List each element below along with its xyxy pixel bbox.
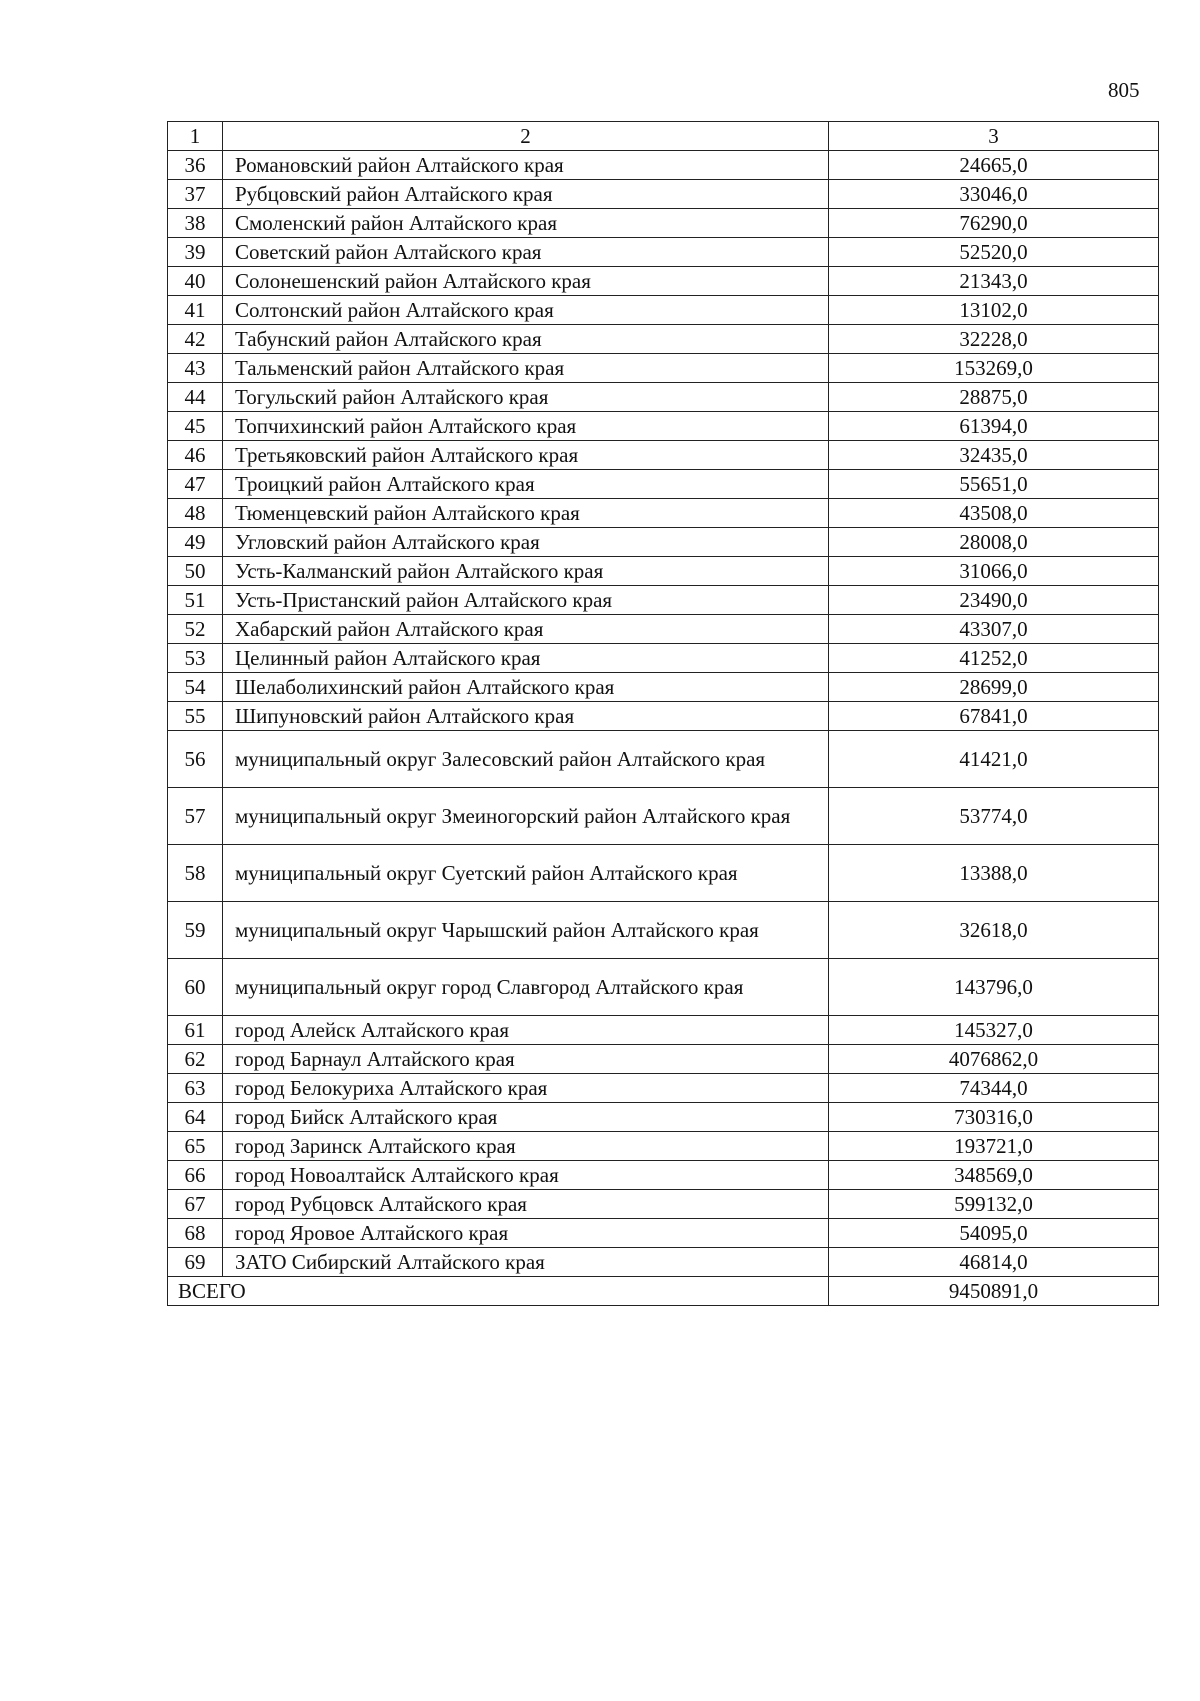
page-number: 805 xyxy=(1108,78,1140,102)
row-number: 57 xyxy=(168,788,223,845)
table-row xyxy=(168,238,1159,267)
row-municipality: муниципальный округ город Славгород Алтайского края xyxy=(223,959,829,1016)
row-municipality: муниципальный округ Залесовский район Алтайского края xyxy=(223,731,829,788)
row-amount: 33046,0 xyxy=(829,180,1159,209)
row-amount: 43307,0 xyxy=(829,615,1159,644)
row-number: 58 xyxy=(168,845,223,902)
row-amount: 193721,0 xyxy=(829,1132,1159,1161)
row-number: 38 xyxy=(168,209,223,238)
table-row xyxy=(168,1161,1159,1190)
row-amount: 28699,0 xyxy=(829,673,1159,702)
row-amount: 730316,0 xyxy=(829,1103,1159,1132)
row-number: 52 xyxy=(168,615,223,644)
table-row xyxy=(168,209,1159,238)
row-municipality: Солтонский район Алтайского края xyxy=(223,296,829,325)
table-row xyxy=(168,902,1159,959)
row-municipality: Табунский район Алтайского края xyxy=(223,325,829,354)
row-number: 55 xyxy=(168,702,223,731)
table-row xyxy=(168,1248,1159,1277)
row-amount: 23490,0 xyxy=(829,586,1159,615)
row-municipality: ЗАТО Сибирский Алтайского края xyxy=(223,1248,829,1277)
row-amount: 348569,0 xyxy=(829,1161,1159,1190)
table-row xyxy=(168,615,1159,644)
row-amount: 32228,0 xyxy=(829,325,1159,354)
row-municipality: город Новоалтайск Алтайского края xyxy=(223,1161,829,1190)
table-row xyxy=(168,383,1159,412)
row-municipality: Усть-Калманский район Алтайского края xyxy=(223,557,829,586)
row-municipality: Тюменцевский район Алтайского края xyxy=(223,499,829,528)
row-number: 47 xyxy=(168,470,223,499)
allocation-table xyxy=(167,121,1159,1306)
row-municipality: город Рубцовск Алтайского края xyxy=(223,1190,829,1219)
total-label: ВСЕГО xyxy=(168,1277,829,1306)
header-col-2: 2 xyxy=(223,122,829,151)
header-col-3: 3 xyxy=(829,122,1159,151)
row-amount: 32618,0 xyxy=(829,902,1159,959)
row-municipality: город Белокуриха Алтайского края xyxy=(223,1074,829,1103)
row-municipality: Советский район Алтайского края xyxy=(223,238,829,267)
row-number: 49 xyxy=(168,528,223,557)
row-amount: 74344,0 xyxy=(829,1074,1159,1103)
table-row xyxy=(168,296,1159,325)
row-amount: 145327,0 xyxy=(829,1016,1159,1045)
row-amount: 52520,0 xyxy=(829,238,1159,267)
row-number: 53 xyxy=(168,644,223,673)
row-amount: 67841,0 xyxy=(829,702,1159,731)
row-municipality: Тальменский район Алтайского края xyxy=(223,354,829,383)
row-municipality: Хабарский район Алтайского края xyxy=(223,615,829,644)
table-row xyxy=(168,788,1159,845)
row-amount: 143796,0 xyxy=(829,959,1159,1016)
row-number: 39 xyxy=(168,238,223,267)
table-row xyxy=(168,731,1159,788)
row-municipality: Троицкий район Алтайского края xyxy=(223,470,829,499)
row-municipality: Солонешенский район Алтайского края xyxy=(223,267,829,296)
row-amount: 54095,0 xyxy=(829,1219,1159,1248)
row-municipality: город Барнаул Алтайского края xyxy=(223,1045,829,1074)
row-amount: 61394,0 xyxy=(829,412,1159,441)
row-amount: 46814,0 xyxy=(829,1248,1159,1277)
row-amount: 76290,0 xyxy=(829,209,1159,238)
row-number: 51 xyxy=(168,586,223,615)
row-number: 56 xyxy=(168,731,223,788)
row-municipality: муниципальный округ Суетский район Алтайского края xyxy=(223,845,829,902)
row-number: 43 xyxy=(168,354,223,383)
row-amount: 31066,0 xyxy=(829,557,1159,586)
row-amount: 32435,0 xyxy=(829,441,1159,470)
row-municipality: Целинный район Алтайского края xyxy=(223,644,829,673)
row-number: 40 xyxy=(168,267,223,296)
row-municipality: Романовский район Алтайского края xyxy=(223,151,829,180)
table-row xyxy=(168,644,1159,673)
row-municipality: Смоленский район Алтайского края xyxy=(223,209,829,238)
row-number: 67 xyxy=(168,1190,223,1219)
total-row xyxy=(168,1277,1159,1306)
table-row xyxy=(168,702,1159,731)
row-municipality: город Алейск Алтайского края xyxy=(223,1016,829,1045)
row-municipality: Топчихинский район Алтайского края xyxy=(223,412,829,441)
table-row xyxy=(168,412,1159,441)
row-number: 60 xyxy=(168,959,223,1016)
row-number: 54 xyxy=(168,673,223,702)
row-number: 59 xyxy=(168,902,223,959)
row-amount: 41252,0 xyxy=(829,644,1159,673)
table-row xyxy=(168,586,1159,615)
row-municipality: город Заринск Алтайского края xyxy=(223,1132,829,1161)
row-number: 68 xyxy=(168,1219,223,1248)
row-municipality: Усть-Пристанский район Алтайского края xyxy=(223,586,829,615)
row-amount: 43508,0 xyxy=(829,499,1159,528)
table-row xyxy=(168,1190,1159,1219)
row-amount: 41421,0 xyxy=(829,731,1159,788)
table-row xyxy=(168,151,1159,180)
row-number: 69 xyxy=(168,1248,223,1277)
row-municipality: Шелаболихинский район Алтайского края xyxy=(223,673,829,702)
row-municipality: муниципальный округ Чарышский район Алтайского края xyxy=(223,902,829,959)
table-body xyxy=(168,122,1159,1306)
table-row xyxy=(168,673,1159,702)
table-row xyxy=(168,499,1159,528)
row-number: 48 xyxy=(168,499,223,528)
row-amount: 599132,0 xyxy=(829,1190,1159,1219)
row-amount: 153269,0 xyxy=(829,354,1159,383)
row-number: 46 xyxy=(168,441,223,470)
row-municipality: Угловский район Алтайского края xyxy=(223,528,829,557)
row-amount: 4076862,0 xyxy=(829,1045,1159,1074)
row-amount: 28875,0 xyxy=(829,383,1159,412)
row-number: 61 xyxy=(168,1016,223,1045)
table-row xyxy=(168,1219,1159,1248)
table-row xyxy=(168,1132,1159,1161)
row-number: 44 xyxy=(168,383,223,412)
total-amount: 9450891,0 xyxy=(829,1277,1159,1306)
header-col-1: 1 xyxy=(168,122,223,151)
row-municipality: Третьяковский район Алтайского края xyxy=(223,441,829,470)
row-number: 63 xyxy=(168,1074,223,1103)
row-number: 41 xyxy=(168,296,223,325)
row-number: 45 xyxy=(168,412,223,441)
row-amount: 13102,0 xyxy=(829,296,1159,325)
row-number: 66 xyxy=(168,1161,223,1190)
table-row xyxy=(168,1103,1159,1132)
row-amount: 24665,0 xyxy=(829,151,1159,180)
row-number: 64 xyxy=(168,1103,223,1132)
row-number: 50 xyxy=(168,557,223,586)
row-amount: 21343,0 xyxy=(829,267,1159,296)
row-number: 36 xyxy=(168,151,223,180)
table-row xyxy=(168,1016,1159,1045)
row-number: 62 xyxy=(168,1045,223,1074)
table-row xyxy=(168,1045,1159,1074)
row-municipality: город Бийск Алтайского края xyxy=(223,1103,829,1132)
row-municipality: Шипуновский район Алтайского края xyxy=(223,702,829,731)
table-header-row xyxy=(168,122,1159,151)
table-row xyxy=(168,845,1159,902)
table-row xyxy=(168,180,1159,209)
row-number: 65 xyxy=(168,1132,223,1161)
row-municipality: Рубцовский район Алтайского края xyxy=(223,180,829,209)
table-row xyxy=(168,267,1159,296)
table-row xyxy=(168,470,1159,499)
table-row xyxy=(168,528,1159,557)
row-amount: 13388,0 xyxy=(829,845,1159,902)
row-number: 42 xyxy=(168,325,223,354)
row-number: 37 xyxy=(168,180,223,209)
table-row xyxy=(168,325,1159,354)
table-row xyxy=(168,959,1159,1016)
row-municipality: Тогульский район Алтайского края xyxy=(223,383,829,412)
row-municipality: муниципальный округ Змеиногорский район Алтайского края xyxy=(223,788,829,845)
row-amount: 53774,0 xyxy=(829,788,1159,845)
table-row xyxy=(168,1074,1159,1103)
table-row xyxy=(168,557,1159,586)
row-municipality: город Яровое Алтайского края xyxy=(223,1219,829,1248)
row-amount: 28008,0 xyxy=(829,528,1159,557)
table-row xyxy=(168,354,1159,383)
table-row xyxy=(168,441,1159,470)
row-amount: 55651,0 xyxy=(829,470,1159,499)
